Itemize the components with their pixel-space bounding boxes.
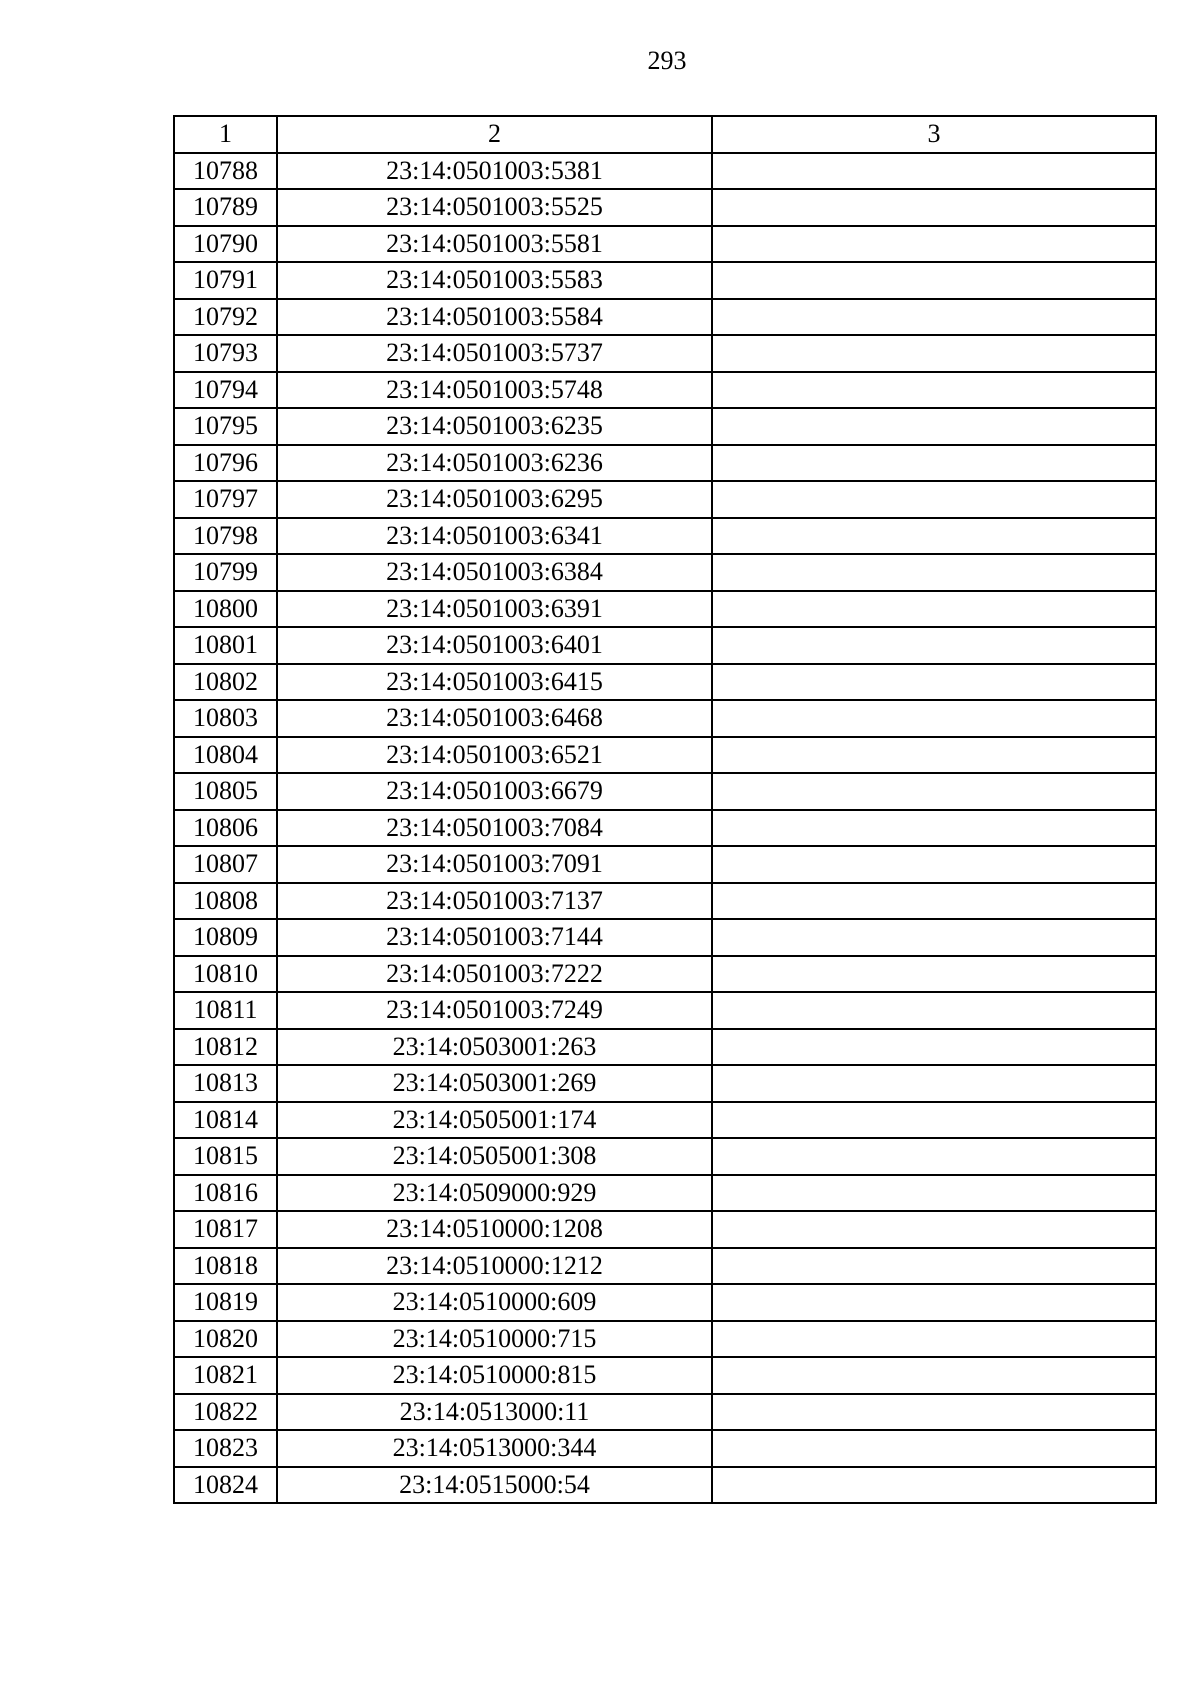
header-col-1: 1 bbox=[174, 116, 277, 153]
table-row bbox=[174, 956, 1156, 993]
table-row bbox=[174, 1430, 1156, 1467]
note-cell bbox=[712, 372, 1156, 409]
cadastral-number-cell: 23:14:0513000:344 bbox=[277, 1430, 712, 1467]
row-number-cell: 10824 bbox=[174, 1467, 277, 1504]
table-row bbox=[174, 627, 1156, 664]
table-row bbox=[174, 883, 1156, 920]
table-row bbox=[174, 700, 1156, 737]
table-row bbox=[174, 518, 1156, 555]
cadastral-number-cell: 23:14:0501003:6384 bbox=[277, 554, 712, 591]
row-number-cell: 10823 bbox=[174, 1430, 277, 1467]
row-number-cell: 10806 bbox=[174, 810, 277, 847]
table-row bbox=[174, 846, 1156, 883]
cadastral-number-cell: 23:14:0501003:5584 bbox=[277, 299, 712, 336]
note-cell bbox=[712, 1029, 1156, 1066]
note-cell bbox=[712, 1175, 1156, 1212]
row-number-cell: 10794 bbox=[174, 372, 277, 409]
row-number-cell: 10803 bbox=[174, 700, 277, 737]
row-number-cell: 10809 bbox=[174, 919, 277, 956]
note-cell bbox=[712, 1065, 1156, 1102]
table-row bbox=[174, 591, 1156, 628]
header-row bbox=[174, 116, 1156, 153]
table-row bbox=[174, 1357, 1156, 1394]
table-row bbox=[174, 554, 1156, 591]
row-number-cell: 10821 bbox=[174, 1357, 277, 1394]
registry-table bbox=[173, 115, 1157, 1504]
cadastral-number-cell: 23:14:0501003:6521 bbox=[277, 737, 712, 774]
row-number-cell: 10820 bbox=[174, 1321, 277, 1358]
cadastral-number-cell: 23:14:0509000:929 bbox=[277, 1175, 712, 1212]
cadastral-number-cell: 23:14:0501003:6341 bbox=[277, 518, 712, 555]
cadastral-number-cell: 23:14:0515000:54 bbox=[277, 1467, 712, 1504]
table-row bbox=[174, 153, 1156, 190]
table-row bbox=[174, 919, 1156, 956]
row-number-cell: 10795 bbox=[174, 408, 277, 445]
note-cell bbox=[712, 591, 1156, 628]
row-number-cell: 10801 bbox=[174, 627, 277, 664]
cadastral-number-cell: 23:14:0501003:6415 bbox=[277, 664, 712, 701]
table-row bbox=[174, 1321, 1156, 1358]
cadastral-number-cell: 23:14:0501003:6235 bbox=[277, 408, 712, 445]
note-cell bbox=[712, 189, 1156, 226]
cadastral-number-cell: 23:14:0501003:6295 bbox=[277, 481, 712, 518]
row-number-cell: 10798 bbox=[174, 518, 277, 555]
cadastral-number-cell: 23:14:0501003:6391 bbox=[277, 591, 712, 628]
table-row bbox=[174, 1029, 1156, 1066]
cadastral-number-cell: 23:14:0501003:7222 bbox=[277, 956, 712, 993]
table-row bbox=[174, 1467, 1156, 1504]
table-row bbox=[174, 189, 1156, 226]
note-cell bbox=[712, 335, 1156, 372]
note-cell bbox=[712, 1394, 1156, 1431]
table-row bbox=[174, 1211, 1156, 1248]
row-number-cell: 10800 bbox=[174, 591, 277, 628]
note-cell bbox=[712, 773, 1156, 810]
table-row bbox=[174, 1102, 1156, 1139]
cadastral-number-cell: 23:14:0513000:11 bbox=[277, 1394, 712, 1431]
note-cell bbox=[712, 992, 1156, 1029]
row-number-cell: 10802 bbox=[174, 664, 277, 701]
table-header bbox=[174, 116, 1156, 153]
cadastral-number-cell: 23:14:0510000:609 bbox=[277, 1284, 712, 1321]
table-row bbox=[174, 773, 1156, 810]
row-number-cell: 10810 bbox=[174, 956, 277, 993]
row-number-cell: 10796 bbox=[174, 445, 277, 482]
row-number-cell: 10788 bbox=[174, 153, 277, 190]
table-row bbox=[174, 810, 1156, 847]
note-cell bbox=[712, 919, 1156, 956]
cadastral-number-cell: 23:14:0501003:6236 bbox=[277, 445, 712, 482]
cadastral-number-cell: 23:14:0510000:1212 bbox=[277, 1248, 712, 1285]
table-row bbox=[174, 335, 1156, 372]
row-number-cell: 10805 bbox=[174, 773, 277, 810]
cadastral-number-cell: 23:14:0510000:815 bbox=[277, 1357, 712, 1394]
row-number-cell: 10817 bbox=[174, 1211, 277, 1248]
table-row bbox=[174, 737, 1156, 774]
row-number-cell: 10811 bbox=[174, 992, 277, 1029]
row-number-cell: 10816 bbox=[174, 1175, 277, 1212]
note-cell bbox=[712, 1467, 1156, 1504]
cadastral-number-cell: 23:14:0505001:174 bbox=[277, 1102, 712, 1139]
note-cell bbox=[712, 627, 1156, 664]
note-cell bbox=[712, 1284, 1156, 1321]
table-row bbox=[174, 372, 1156, 409]
cadastral-number-cell: 23:14:0501003:6468 bbox=[277, 700, 712, 737]
row-number-cell: 10804 bbox=[174, 737, 277, 774]
table-row bbox=[174, 445, 1156, 482]
row-number-cell: 10792 bbox=[174, 299, 277, 336]
table-row bbox=[174, 1175, 1156, 1212]
note-cell bbox=[712, 518, 1156, 555]
note-cell bbox=[712, 1138, 1156, 1175]
note-cell bbox=[712, 956, 1156, 993]
table-row bbox=[174, 1065, 1156, 1102]
cadastral-number-cell: 23:14:0503001:269 bbox=[277, 1065, 712, 1102]
row-number-cell: 10812 bbox=[174, 1029, 277, 1066]
cadastral-number-cell: 23:14:0505001:308 bbox=[277, 1138, 712, 1175]
note-cell bbox=[712, 737, 1156, 774]
table-row bbox=[174, 992, 1156, 1029]
note-cell bbox=[712, 299, 1156, 336]
table-row bbox=[174, 299, 1156, 336]
cadastral-number-cell: 23:14:0510000:1208 bbox=[277, 1211, 712, 1248]
row-number-cell: 10789 bbox=[174, 189, 277, 226]
row-number-cell: 10793 bbox=[174, 335, 277, 372]
note-cell bbox=[712, 481, 1156, 518]
table-row bbox=[174, 1284, 1156, 1321]
table-row bbox=[174, 408, 1156, 445]
cadastral-number-cell: 23:14:0501003:5381 bbox=[277, 153, 712, 190]
note-cell bbox=[712, 664, 1156, 701]
note-cell bbox=[712, 408, 1156, 445]
note-cell bbox=[712, 1357, 1156, 1394]
table-row bbox=[174, 481, 1156, 518]
note-cell bbox=[712, 700, 1156, 737]
row-number-cell: 10813 bbox=[174, 1065, 277, 1102]
cadastral-number-cell: 23:14:0501003:7144 bbox=[277, 919, 712, 956]
cadastral-number-cell: 23:14:0501003:5581 bbox=[277, 226, 712, 263]
table-row bbox=[174, 664, 1156, 701]
row-number-cell: 10822 bbox=[174, 1394, 277, 1431]
row-number-cell: 10797 bbox=[174, 481, 277, 518]
row-number-cell: 10808 bbox=[174, 883, 277, 920]
note-cell bbox=[712, 1248, 1156, 1285]
row-number-cell: 10819 bbox=[174, 1284, 277, 1321]
cadastral-number-cell: 23:14:0501003:6401 bbox=[277, 627, 712, 664]
note-cell bbox=[712, 153, 1156, 190]
note-cell bbox=[712, 226, 1156, 263]
note-cell bbox=[712, 846, 1156, 883]
page-number: 293 bbox=[647, 46, 687, 75]
note-cell bbox=[712, 445, 1156, 482]
note-cell bbox=[712, 1430, 1156, 1467]
cadastral-number-cell: 23:14:0501003:5583 bbox=[277, 262, 712, 299]
note-cell bbox=[712, 810, 1156, 847]
table-body bbox=[174, 153, 1156, 1504]
cadastral-number-cell: 23:14:0501003:7091 bbox=[277, 846, 712, 883]
note-cell bbox=[712, 262, 1156, 299]
row-number-cell: 10790 bbox=[174, 226, 277, 263]
row-number-cell: 10818 bbox=[174, 1248, 277, 1285]
cadastral-number-cell: 23:14:0501003:5748 bbox=[277, 372, 712, 409]
note-cell bbox=[712, 1102, 1156, 1139]
table-row bbox=[174, 1248, 1156, 1285]
header-col-2: 2 bbox=[277, 116, 712, 153]
cadastral-number-cell: 23:14:0501003:5737 bbox=[277, 335, 712, 372]
cadastral-number-cell: 23:14:0501003:7084 bbox=[277, 810, 712, 847]
row-number-cell: 10807 bbox=[174, 846, 277, 883]
table-row bbox=[174, 1138, 1156, 1175]
cadastral-number-cell: 23:14:0510000:715 bbox=[277, 1321, 712, 1358]
table-row bbox=[174, 262, 1156, 299]
cadastral-number-cell: 23:14:0501003:7137 bbox=[277, 883, 712, 920]
table-row bbox=[174, 226, 1156, 263]
note-cell bbox=[712, 1321, 1156, 1358]
cadastral-number-cell: 23:14:0501003:5525 bbox=[277, 189, 712, 226]
row-number-cell: 10791 bbox=[174, 262, 277, 299]
note-cell bbox=[712, 1211, 1156, 1248]
note-cell bbox=[712, 883, 1156, 920]
row-number-cell: 10815 bbox=[174, 1138, 277, 1175]
cadastral-number-cell: 23:14:0501003:7249 bbox=[277, 992, 712, 1029]
note-cell bbox=[712, 554, 1156, 591]
cadastral-number-cell: 23:14:0501003:6679 bbox=[277, 773, 712, 810]
row-number-cell: 10814 bbox=[174, 1102, 277, 1139]
header-col-3: 3 bbox=[712, 116, 1156, 153]
row-number-cell: 10799 bbox=[174, 554, 277, 591]
cadastral-number-cell: 23:14:0503001:263 bbox=[277, 1029, 712, 1066]
table-row bbox=[174, 1394, 1156, 1431]
